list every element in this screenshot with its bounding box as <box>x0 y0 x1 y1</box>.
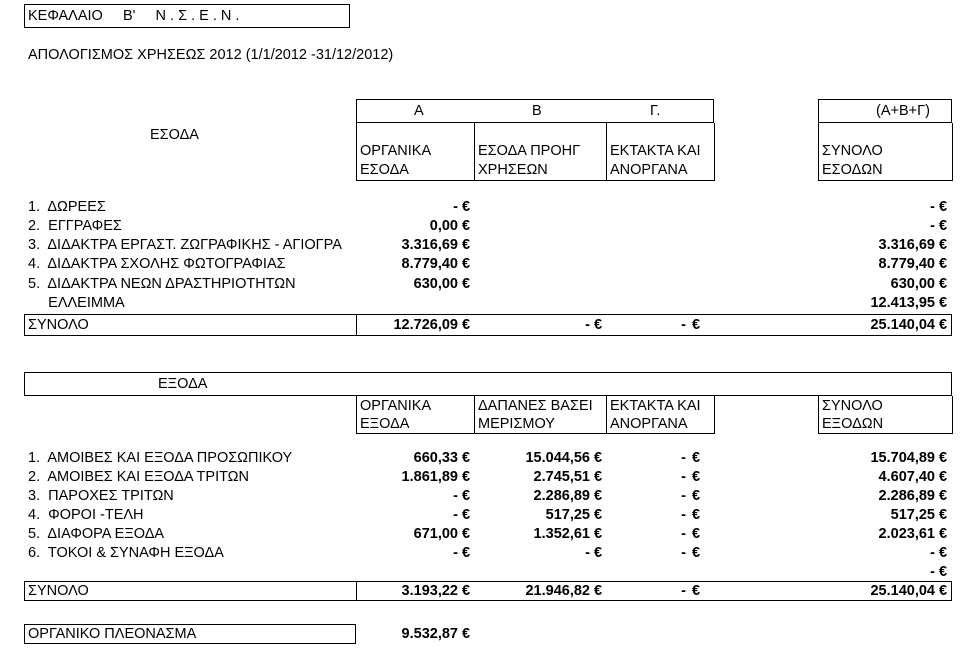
expense-row-2-total-value: 4.607,40 <box>878 469 935 485</box>
expenses-total-c-currency: € <box>692 583 701 599</box>
expense-row-5-total-currency: € <box>939 526 948 542</box>
income-col-a-l2: ΕΣΟΔΑ <box>360 162 409 178</box>
expenses-total-b-currency: € <box>594 583 603 599</box>
income-row-1-total-value: - <box>930 199 935 215</box>
expenses-total-label: ΣΥΝΟΛΟ <box>28 583 89 599</box>
income-row-2-label: 2. ΕΓΓΡΑΦΕΣ <box>28 218 122 234</box>
expense-row-3-a-value: - <box>453 488 458 504</box>
expense-row-6-b-currency: € <box>594 545 603 561</box>
expense-row-6-c-value: - <box>681 545 686 561</box>
expense-row-1-label: 1. ΑΜΟΙΒΕΣ ΚΑΙ ΕΞΟΔΑ ΠΡΟΣΩΠΙΚΟΥ <box>28 450 293 466</box>
income-row-5-a-currency: € <box>462 276 471 292</box>
income-row-4-total-value: 8.779,40 <box>878 256 935 272</box>
expense-row-2-label: 2. ΑΜΟΙΒΕΣ ΚΑΙ ΕΞΟΔΑ ΤΡΙΤΩΝ <box>28 469 249 485</box>
col-letter-c: Γ. <box>650 103 661 119</box>
income-row-3-total-value: 3.316,69 <box>878 237 935 253</box>
surplus-currency: € <box>462 626 471 642</box>
expense-row-1-a-currency: € <box>462 450 471 466</box>
col-letter-total: (Α+Β+Γ) <box>876 103 930 119</box>
expense-row-6-total-value: - <box>930 545 935 561</box>
expense-row-7-total-value: - <box>930 564 935 580</box>
income-total-b-value: - <box>585 317 590 333</box>
expense-row-3-c-value: - <box>681 488 686 504</box>
expense-row-4-total-currency: € <box>939 507 948 523</box>
income-row-4-total-currency: € <box>939 256 948 272</box>
expense-row-6-label: 6. ΤΟΚΟΙ & ΣΥΝΑΦΗ ΕΞΟΔΑ <box>28 545 224 561</box>
income-row-5-total-value: 630,00 <box>890 276 935 292</box>
income-row-3-a-value: 3.316,69 <box>401 237 458 253</box>
income-total-total-currency: € <box>939 317 948 333</box>
income-row-3-total-currency: € <box>939 237 948 253</box>
income-row-4-a-currency: € <box>462 256 471 272</box>
expense-row-2-c-currency: € <box>692 469 701 485</box>
income-col-c-l1: ΕΚΤΑΚΤΑ ΚΑΙ <box>610 143 701 159</box>
income-total-total-value: 25.140,04 <box>870 317 935 333</box>
expense-row-5-b-currency: € <box>594 526 603 542</box>
exp-col-total-l2: ΕΞΟΔΩΝ <box>822 416 884 432</box>
expense-row-5-c-currency: € <box>692 526 701 542</box>
income-row-6-total-currency: € <box>939 295 948 311</box>
income-row-1-total-currency: € <box>939 199 948 215</box>
income-row-6-total-value: 12.413,95 <box>870 295 935 311</box>
surplus-label: ΟΡΓΑΝΙΚΟ ΠΛΕΟΝΑΣΜΑ <box>28 626 197 642</box>
expense-row-3-b-currency: € <box>594 488 603 504</box>
expense-row-3-label: 3. ΠΑΡΟΧΕΣ ΤΡΙΤΩΝ <box>28 488 174 504</box>
expense-row-7-total-currency: € <box>939 564 948 580</box>
expense-row-4-c-value: - <box>681 507 686 523</box>
income-col-total-l1: ΣΥΝΟΛΟ <box>822 143 883 159</box>
expense-row-4-a-currency: € <box>462 507 471 523</box>
expense-row-5-total-value: 2.023,61 <box>878 526 935 542</box>
exp-col-c-l1: ΕΚΤΑΚΤΑ ΚΑΙ <box>610 398 701 414</box>
exp-col-a-l1: ΟΡΓΑΝΙΚΑ <box>360 398 432 414</box>
income-row-1-a-value: - <box>453 199 458 215</box>
income-total-c-currency: € <box>692 317 701 333</box>
expense-row-2-total-currency: € <box>939 469 948 485</box>
expense-row-1-total-value: 15.704,89 <box>870 450 935 466</box>
expense-row-6-c-currency: € <box>692 545 701 561</box>
surplus-value: 9.532,87 <box>401 626 458 642</box>
expenses-total-total-currency: € <box>939 583 948 599</box>
expenses-section-title: ΕΞΟΔΑ <box>158 376 208 392</box>
income-col-c-l2: ΑΝΟΡΓΑΝΑ <box>610 162 688 178</box>
expense-row-4-b-value: 517,25 <box>545 507 590 523</box>
chapter-title: ΚΕΦΑΛΑΙΟ Β' Ν . Σ . Ε . Ν . <box>28 8 240 24</box>
expense-row-6-total-currency: € <box>939 545 948 561</box>
income-row-5-a-value: 630,00 <box>413 276 458 292</box>
expense-row-2-a-currency: € <box>462 469 471 485</box>
expense-row-6-b-value: - <box>585 545 590 561</box>
expense-row-3-b-value: 2.286,89 <box>533 488 590 504</box>
expense-row-4-label: 4. ΦΟΡΟΙ -ΤΕΛΗ <box>28 507 144 523</box>
income-row-4-label: 4. ΔΙΔΑΚΤΡΑ ΣΧΟΛΗΣ ΦΩΤΟΓΡΑΦΙΑΣ <box>28 256 286 272</box>
expense-row-4-b-currency: € <box>594 507 603 523</box>
income-col-b-l2: ΧΡΗΣΕΩΝ <box>478 162 548 178</box>
expense-row-4-a-value: - <box>453 507 458 523</box>
expense-row-6-a-currency: € <box>462 545 471 561</box>
income-row-1-label: 1. ΔΩΡΕΕΣ <box>28 199 106 215</box>
report-subtitle: ΑΠΟΛΟΓΙΣΜΟΣ ΧΡΗΣΕΩΣ 2012 (1/1/2012 -31/12/2012) <box>28 47 394 63</box>
income-total-c-value: - <box>681 317 686 333</box>
income-row-5-total-currency: € <box>939 276 948 292</box>
col-letter-a: Α <box>414 103 424 119</box>
expense-row-5-a-currency: € <box>462 526 471 542</box>
expense-row-5-a-value: 671,00 <box>413 526 458 542</box>
expense-row-2-b-value: 2.745,51 <box>533 469 590 485</box>
expense-row-5-c-value: - <box>681 526 686 542</box>
income-row-2-a-currency: € <box>462 218 471 234</box>
exp-col-b-l1: ΔΑΠΑΝΕΣ ΒΑΣΕΙ <box>478 398 593 414</box>
expense-row-4-c-currency: € <box>692 507 701 523</box>
expense-row-1-b-currency: € <box>594 450 603 466</box>
income-row-2-a-value: 0,00 <box>429 218 458 234</box>
expense-row-1-total-currency: € <box>939 450 948 466</box>
income-row-3-a-currency: € <box>462 237 471 253</box>
expenses-total-row-box <box>24 581 952 601</box>
expenses-total-a-currency: € <box>462 583 471 599</box>
expense-row-5-label: 5. ΔΙΑΦΟΡΑ ΕΞΟΔΑ <box>28 526 165 542</box>
expense-row-5-b-value: 1.352,61 <box>533 526 590 542</box>
expense-row-3-a-currency: € <box>462 488 471 504</box>
expense-row-1-c-currency: € <box>692 450 701 466</box>
income-row-2-total-value: - <box>930 218 935 234</box>
expense-row-2-b-currency: € <box>594 469 603 485</box>
income-row-5-label: 5. ΔΙΔΑΚΤΡΑ ΝΕΩΝ ΔΡΑΣΤΗΡΙΟΤΗΤΩΝ <box>28 276 296 292</box>
expense-row-2-c-value: - <box>681 469 686 485</box>
exp-col-a-l2: ΕΞΟΔΑ <box>360 416 410 432</box>
expense-row-3-c-currency: € <box>692 488 701 504</box>
expense-row-4-total-value: 517,25 <box>890 507 935 523</box>
expenses-total-b-value: 21.946,82 <box>525 583 590 599</box>
expense-row-1-b-value: 15.044,56 <box>525 450 590 466</box>
expense-row-1-a-value: 660,33 <box>413 450 458 466</box>
income-row-3-label: 3. ΔΙΔΑΚΤΡΑ ΕΡΓΑΣΤ. ΖΩΓΡΑΦΙΚΗΣ - ΑΓΙΟΓΡΑ <box>28 237 342 253</box>
income-row-1-a-currency: € <box>462 199 471 215</box>
col-letter-b: Β <box>532 103 542 119</box>
income-total-row-box <box>24 314 952 336</box>
income-col-total-l2: ΕΣΟΔΩΝ <box>822 162 883 178</box>
expense-row-6-a-value: - <box>453 545 458 561</box>
income-total-a-value: 12.726,09 <box>393 317 458 333</box>
income-row-6-label: ΕΛΛΕΙΜΜΑ <box>28 295 125 311</box>
exp-col-c-l2: ΑΝΟΡΓΑΝΑ <box>610 416 688 432</box>
income-col-b-l1: ΕΣΟΔΑ ΠΡΟΗΓ <box>478 143 581 159</box>
expenses-total-c-value: - <box>681 583 686 599</box>
expense-row-3-total-currency: € <box>939 488 948 504</box>
expenses-total-a-value: 3.193,22 <box>401 583 458 599</box>
exp-col-total-l1: ΣΥΝΟΛΟ <box>822 398 883 414</box>
income-section-title: ΕΣΟΔΑ <box>150 127 199 143</box>
expenses-total-total-value: 25.140,04 <box>870 583 935 599</box>
income-total-a-currency: € <box>462 317 471 333</box>
income-total-b-currency: € <box>594 317 603 333</box>
exp-col-b-l2: ΜΕΡΙΣΜΟΥ <box>478 416 555 432</box>
income-col-a-l1: ΟΡΓΑΝΙΚΑ <box>360 143 432 159</box>
income-total-label: ΣΥΝΟΛΟ <box>28 317 89 333</box>
income-row-4-a-value: 8.779,40 <box>401 256 458 272</box>
expense-row-1-c-value: - <box>681 450 686 466</box>
expense-row-2-a-value: 1.861,89 <box>401 469 458 485</box>
expense-row-3-total-value: 2.286,89 <box>878 488 935 504</box>
income-row-2-total-currency: € <box>939 218 948 234</box>
